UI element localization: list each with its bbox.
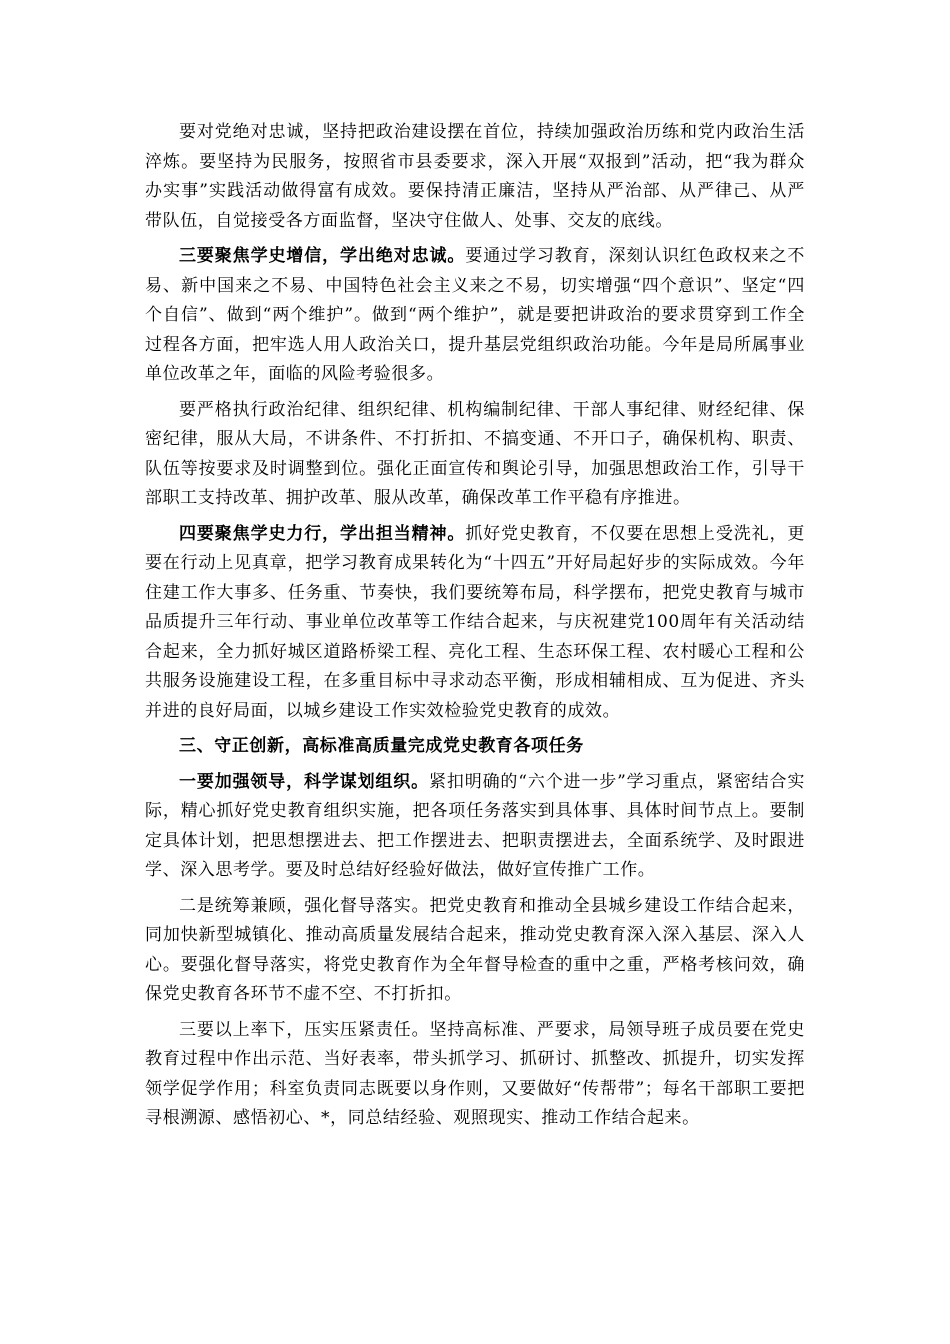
paragraph-lead: 四要聚焦学史力行，学出担当精神。: [179, 523, 466, 544]
paragraph-lead: 三要聚焦学史增信，学出绝对忠诚。: [179, 246, 466, 266]
section-heading: 三、守正创新，高标准高质量完成党史教育各项任务: [179, 736, 584, 756]
paragraph-point-four: [145, 520, 805, 727]
paragraph-task-two: [145, 892, 805, 1010]
paragraph-text: 抓好党史教育，不仅要在思想上受洗礼，更要在行动上见真章，把学习教育成果转化为“十四五”开好局起好步的实际成效。今年住建工作大事多、任务重、节奏快，我们要统筹布局，科学摆布，把党史教育与城市品质提升三年行动、事业单位改革等工作结合起来，与庆祝建党100周年有关活动结合起来，全力抓好城区道路桥梁工程、亮化工程、生态环保工程、农村暖心工程和公共服务设施建设工程，在多重目标中寻求动态平衡，形成相辅相成、互为促进、齐头并进的良好局面，以城乡建设工作实效检验党史教育的成效。: [145, 523, 805, 721]
paragraph-task-three: [145, 1016, 805, 1134]
paragraph-text: 紧扣明确的“六个进一步”学习重点，紧密结合实际，精心抓好党史教育组织实施，把各项任务落实到具体事、具体时间节点上。要制定具体计划，把思想摆进去、把工作摆进去、把职责摆进去，全面系统学、及时跟进学、深入思考学。要及时总结好经验好做法，做好宣传推广工作。: [145, 771, 805, 880]
paragraph-text: 三要以上率下，压实压紧责任。坚持高标准、严要求，局领导班子成员要在党史教育过程中作出示范、当好表率，带头抓学习、抓研讨、抓整改、抓提升，切实发挥领学促学作用；科室负责同志既要以身作则，又要做好“传帮带”；每名干部职工要把寻根溯源、感悟初心、*，同总结经验、观照现实、推动工作结合起来。: [145, 1019, 805, 1128]
paragraph-loyalty: [145, 118, 805, 236]
paragraph-text: 要通过学习教育，深刻认识红色政权来之不易、新中国来之不易、中国特色社会主义来之不易，切实增强“四个意识”、坚定“四个自信”、做到“两个维护”。做到“两个维护”，就是要把讲政治的要求贯穿到工作全过程各方面，把牢选人用人政治关口，提升基层党组织政治功能。今年是局所属事业单位改革之年，面临的风险考验很多。: [145, 246, 805, 384]
paragraph-discipline: [145, 396, 805, 514]
paragraph-text: 二是统筹兼顾，强化督导落实。把党史教育和推动全县城乡建设工作结合起来，同加快新型城镇化、推动高质量发展结合起来，推动党史教育深入深入基层、深入人心。要强化督导落实，将党史教育作为全年督导检查的重中之重，严格考核问效，确保党史教育各环节不虚不空、不打折扣。: [145, 895, 805, 1004]
paragraph-task-one: [145, 768, 805, 886]
paragraph-text: 要严格执行政治纪律、组织纪律、机构编制纪律、干部人事纪律、财经纪律、保密纪律，服从大局，不讲条件、不打折扣、不搞变通、不开口子，确保机构、职责、队伍等按要求及时调整到位。强化正面宣传和舆论引导，加强思想政治工作，引导干部职工支持改革、拥护改革、服从改革，确保改革工作平稳有序推进。: [145, 399, 805, 508]
paragraph-text: 要对党绝对忠诚，坚持把政治建设摆在首位，持续加强政治历练和党内政治生活淬炼。要坚持为民服务，按照省市县委要求，深入开展“双报到”活动，把“我为群众办实事”实践活动做得富有成效。要保持清正廉洁，坚持从严治部、从严律己、从严带队伍，自觉接受各方面监督，坚决守住做人、处事、交友的底线。: [145, 122, 805, 231]
paragraph-lead: 一要加强领导，科学谋划组织。: [179, 771, 429, 792]
paragraph-point-three: [145, 242, 805, 390]
